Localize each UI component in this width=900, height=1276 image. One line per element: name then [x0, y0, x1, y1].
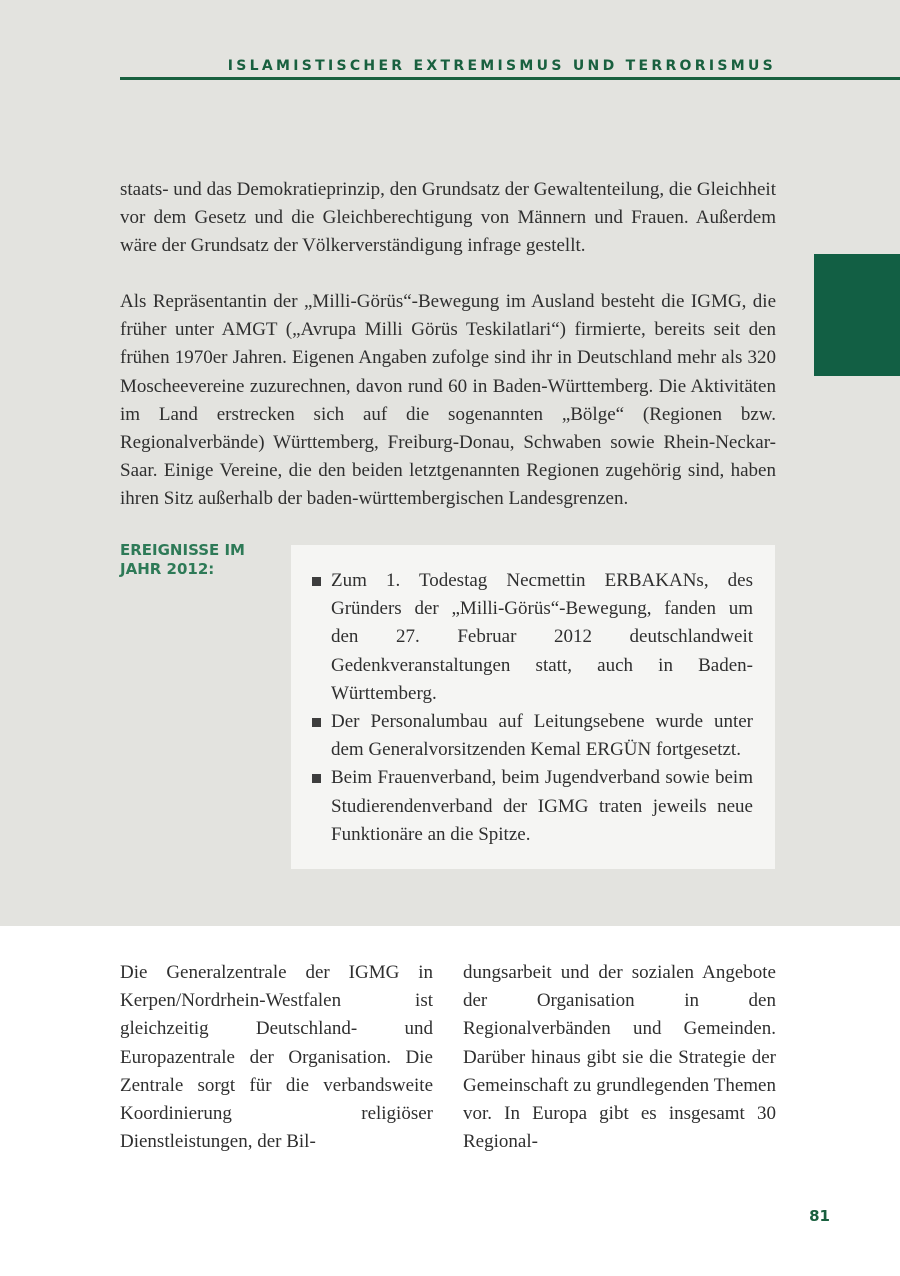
- events-list-item: [331, 708, 753, 764]
- events-item-text: Der Personalumbau auf Leitungsebene wurde unter dem Generalvorsitzenden Kemal ERGÜN fortgesetzt.: [331, 711, 753, 761]
- header-rule: [120, 77, 900, 80]
- events-box: [291, 545, 775, 869]
- events-item-text: Zum 1. Todestag Necmettin ERBAKANs, des Gründers der „Milli-Görüs“-Bewegung, fanden um den 27. Februar 2012 deutschlandweit Gedenkveranstaltungen statt, auch in Baden-Württemberg.: [331, 570, 753, 704]
- events-item-text: Beim Frauenverband, beim Jugendverband sowie beim Studierendenverband der IGMG traten jeweils neue Funktionäre an die Spitze.: [331, 767, 753, 845]
- events-list-item: [331, 567, 753, 708]
- chapter-tab-marker: [814, 254, 900, 376]
- column-left-text: Die Generalzentrale der IGMG in Kerpen/Nordrhein-Westfalen ist gleichzeitig Deutschland- und Europazentrale der Organisation. Die Zentrale sorgt für die verbandsweite Koordinierung religiöser Dienstleistungen, der Bil-: [120, 962, 433, 1153]
- square-bullet-icon: [312, 718, 321, 727]
- events-list: [331, 567, 753, 849]
- running-header: ISLAMISTISCHER EXTREMISMUS UND TERRORISMUS: [227, 58, 776, 74]
- square-bullet-icon: [312, 774, 321, 783]
- column-right-text: dungsarbeit und der sozialen Angebote der Organisation in den Regionalverbänden und Gemeinden. Darüber hinaus gibt sie die Strategie der Gemeinschaft zu grundlegenden Themen vor. In Europa gibt es insgesamt 30 Regional-: [463, 962, 776, 1153]
- events-label: EREIGNISSE IM JAHR 2012:: [120, 541, 245, 578]
- paragraph-1: staats- und das Demokratieprinzip, den Grundsatz der Gewaltenteilung, die Gleichheit vor dem Gesetz und die Gleichberechtigung von Männern und Frauen. Außerdem wäre der Grundsatz der Völkerverständigung infrage gestellt.: [120, 179, 776, 257]
- square-bullet-icon: [312, 577, 321, 586]
- page-number: 81: [809, 1207, 830, 1225]
- events-list-item: [331, 764, 753, 849]
- paragraph-2: Als Repräsentantin der „Milli-Görüs“-Bewegung im Ausland besteht die IGMG, die früher unter AMGT („Avrupa Milli Görüs Teskilatlari“) firmierte, bereits seit den frühen 1970er Jahren. Eigenen Angaben zufolge sind ihr in Deutschland mehr als 320 Moscheevereine zuzurechnen, davon rund 60 in Baden-Württemberg. Die Aktivitäten im Land erstrecken sich auf die sogenannten „Bölge“ (Regionen bzw. Regionalverbände) Württemberg, Freiburg-Donau, Schwaben sowie Rhein-Neckar-Saar. Einige Vereine, die den beiden letztgenannten Regionen zugehörig sind, haben ihren Sitz außerhalb der baden-württembergischen Landesgrenzen.: [120, 291, 776, 510]
